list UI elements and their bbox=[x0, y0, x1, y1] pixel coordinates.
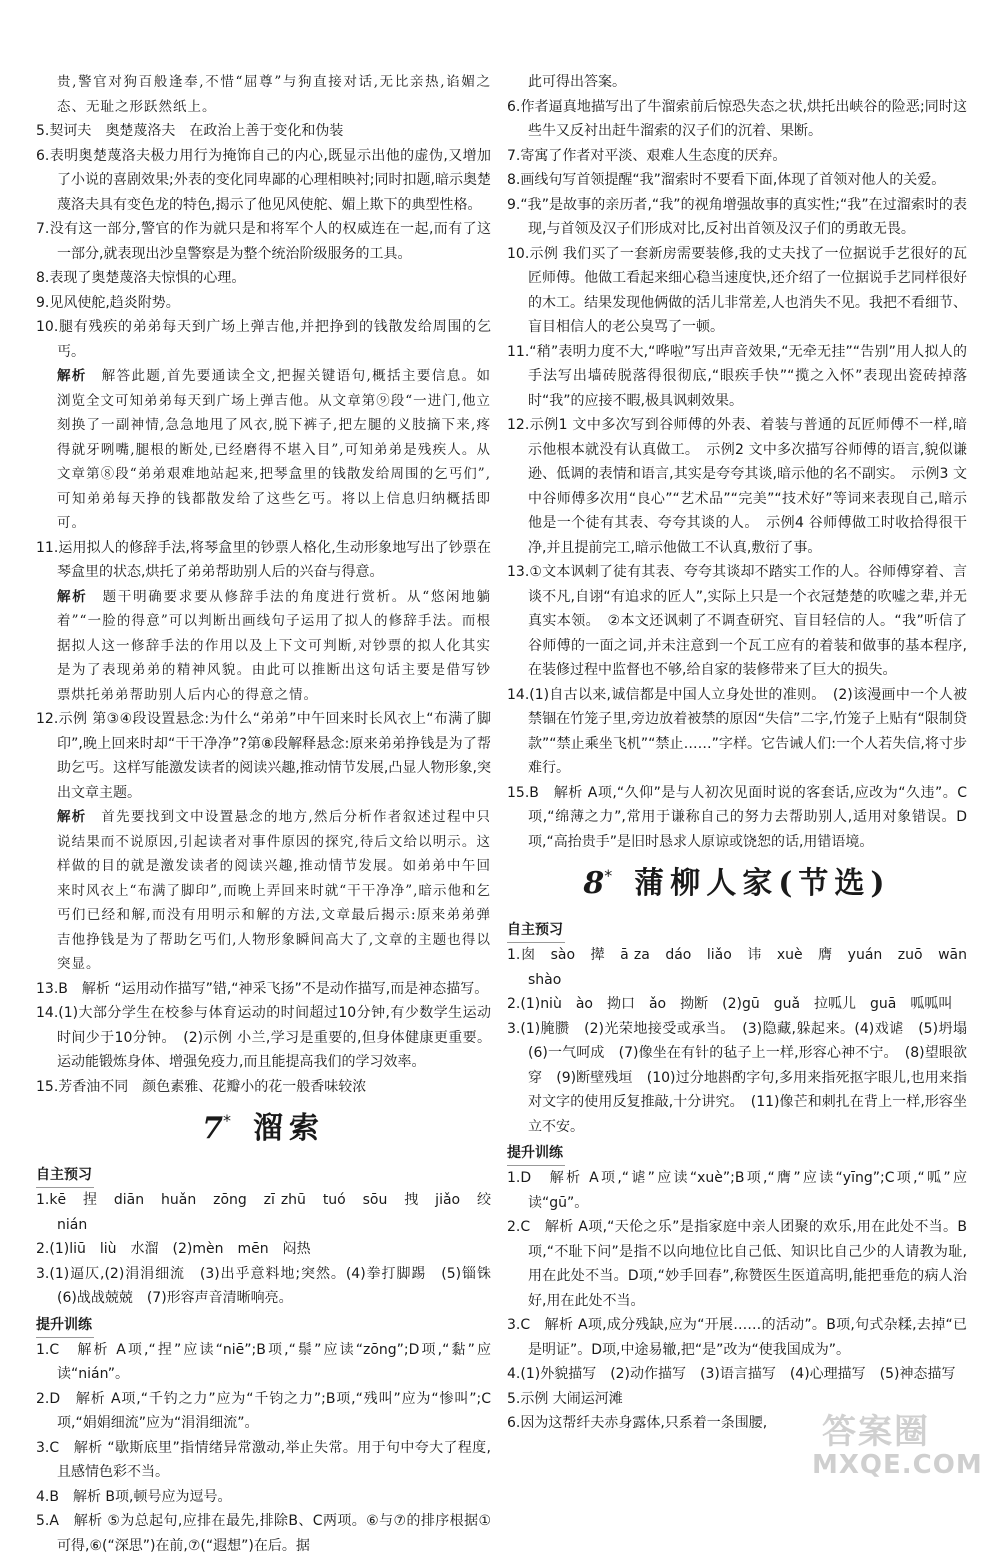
answer-item bbox=[507, 193, 967, 242]
right-column bbox=[507, 70, 967, 1436]
answer-text: 2.C 解析 A项,“天伦之乐”是指家庭中亲人团聚的欢乐,用在此处不当。B项,“不耻下问”是指不以向地位比自己低、知识比自己少的人请教为耻,用在此处不当。D项,“妙手回春”,称赞医生医道高明,能把垂危的病人治好,用在此处不当。 bbox=[507, 1219, 967, 1309]
left-column bbox=[36, 70, 491, 1558]
answer-text: 8.画线句写首领提醒“我”溜索时不要看下面,体现了首领对他人的关爱。 bbox=[507, 172, 945, 188]
answer-text: 1.囱 sào 撵 ā za dáo liǎo 讳 xuè 膺 yuán zuō wān shào bbox=[507, 947, 981, 988]
answer-item bbox=[36, 1075, 491, 1100]
answer-text: 11.“稍”表明力度不大,“哗啦”写出声音效果,“无牵无挂”“告别”用人拟人的手法写出墙砖脱落得很彻底,“眼疾手快”“揽之入怀”表现出瓷砖掉落时“我”的应接不暇,极具讽刺效果。 bbox=[507, 344, 967, 409]
answer-item bbox=[507, 1362, 967, 1387]
answer-item bbox=[507, 683, 967, 781]
answer-item bbox=[507, 560, 967, 683]
answer-text: 3.(1)逼仄,(2)涓涓细流 (3)出乎意料地;突然。(4)拳打脚踢 (5)锱铢 (6)战战兢兢 (7)形容声音清晰响亮。 bbox=[36, 1266, 505, 1307]
answer-text: 13.①文本讽刺了徒有其表、夸夸其谈却不踏实工作的人。谷师傅穿着、言谈不凡,自诩“有追求的匠人”,实际上只是一个衣冠楚楚的吹嘘之辈,并无真实本领。 ②本文还讽刺了不调查研究、盲目轻信的人。“我”听信了谷师傅的一面之词,并未注意到一个瓦工应有的着装和做事的基本程序,在装修过程中监督也不够,给自家的装修带来了巨大的损失。 bbox=[507, 564, 967, 678]
answer-item bbox=[507, 70, 967, 95]
answer-text: 4.(1)外貌描写 (2)动作描写 (3)语言描写 (4)心理描写 (5)神态描写 bbox=[507, 1366, 956, 1382]
section-number: 8 bbox=[583, 866, 604, 901]
answer-text: 2.D 解析 A项,“千钓之力”应为“千钧之力”;B项,“残叫”应为“惨叫”;C项,“娟娟细流”应为“涓涓细流”。 bbox=[36, 1391, 491, 1432]
answer-text: 15.B 解析 A项,“久仰”是与人初次见面时说的客套话,应改为“久违”。C项,“绵薄之力”,常用于谦称自己的努力去帮助别人,适用对象错误。D项,“高抬贵手”是旧时恳求人原谅或饶恕的话,用错语境。 bbox=[507, 785, 967, 850]
answer-item bbox=[36, 977, 491, 1002]
answer-text: 8.表现了奥楚蔑洛夫惊惧的心理。 bbox=[36, 270, 245, 286]
answer-item bbox=[36, 1262, 491, 1311]
answer-item bbox=[36, 1338, 491, 1387]
answer-item bbox=[36, 1509, 491, 1558]
answer-text: 1.C 解析 A项,“捏”应读“niē”;B项,“鬃”应读“zōng”;D项,“黏”应读“nián”。 bbox=[36, 1342, 491, 1383]
answer-item bbox=[507, 1215, 967, 1313]
answer-item bbox=[36, 1436, 491, 1485]
answer-text: 此可得出答案。 bbox=[528, 74, 626, 90]
answer-item bbox=[36, 119, 491, 144]
answer-item bbox=[507, 168, 967, 193]
answer-item bbox=[36, 1237, 491, 1262]
section-star: * bbox=[223, 1111, 231, 1130]
answer-item bbox=[36, 1188, 491, 1237]
answer-text: 12.示例 第③④段设置悬念:为什么“弟弟”中午回来时长风衣上“布满了脚印”,晚上回来时却“干干净净”?第⑧段解释悬念:原来弟弟挣钱是为了帮助乞丐。这样写能激发读者的阅读兴趣,推动情节发展,凸显人物形象,突出文章主题。 bbox=[36, 711, 491, 801]
watermark-logo bbox=[812, 1404, 990, 1484]
answer-text: 10.腿有残疾的弟弟每天到广场上弹吉他,并把挣到的钱散发给周围的乞丐。 bbox=[36, 319, 491, 360]
answer-item bbox=[507, 1313, 967, 1362]
answer-item bbox=[36, 1387, 491, 1436]
section-7-preview bbox=[36, 1188, 491, 1311]
answer-item bbox=[36, 536, 491, 585]
answer-item bbox=[36, 1485, 491, 1510]
answer-item bbox=[36, 1001, 491, 1075]
section-star: * bbox=[604, 866, 612, 885]
answer-item bbox=[36, 144, 491, 218]
answer-item bbox=[36, 217, 491, 266]
answer-text: 6.表明奥楚蔑洛夫极力用行为掩饰自己的内心,既显示出他的虚伪,又增加了小说的喜剧效果;外表的变化同卑鄙的心理相映衬;同时扣题,暗示奥楚蔑洛夫具有变色龙的特色,揭示了他见风使舵、媚上欺下的典型性格。 bbox=[36, 148, 491, 213]
answer-text: 15.芳香油不同 颜色素雅、花瓣小的花一般香味较浓 bbox=[36, 1079, 366, 1095]
answer-item bbox=[36, 291, 491, 316]
answer-text: 5.A 解析 ⑤为总起句,应排在最先,排除B、C两项。⑥与⑦的排序根据①可得,⑥(“深思”)在前,⑦(“遐想”)在后。据 bbox=[36, 1513, 491, 1554]
section-7-title bbox=[36, 1107, 491, 1151]
watermark-text: 答案圈 bbox=[822, 1404, 930, 1453]
right-answers bbox=[507, 70, 967, 854]
analysis-paragraph bbox=[36, 585, 491, 708]
answer-text: 贵,警官对狗百般逢奉,不惜“屈尊”与狗直接对话,无比亲热,谄媚之态、无耻之形跃然纸上。 bbox=[57, 74, 491, 115]
answer-item bbox=[36, 707, 491, 805]
answer-item bbox=[507, 781, 967, 855]
section-name: 蒲柳人家(节选) bbox=[634, 866, 890, 901]
answer-text: 9.“我”是故事的亲历者,“我”的视角增强故事的真实性;“我”在过溜索时的表现,与首领及汉子们形成对比,反衬出首领及汉子们的勇敢无畏。 bbox=[507, 197, 967, 238]
answer-text: 2.(1)liū liù 水溜 (2)mèn mēn 闷热 bbox=[36, 1241, 311, 1257]
answer-item bbox=[507, 413, 967, 560]
answer-text: 1.D 解析 A项,“谑”应读“xuè”;B项,“膺”应读“yīng”;C项,“呱”应读“gū”。 bbox=[507, 1170, 967, 1211]
answer-text: 3.C 解析 “歇斯底里”指情绪异常激动,举止失常。用于句中夸大了程度,且感情色彩不当。 bbox=[36, 1440, 491, 1481]
answer-item bbox=[507, 242, 967, 340]
answer-text: 14.(1)大部分学生在校参与体育运动的时间超过10分钟,有少数学生运动时间少于10分钟。 (2)示例 小兰,学习是重要的,但身体健康更重要。运动能锻炼身体、增强免疫力,而且能提高我们的学习效率。 bbox=[36, 1005, 491, 1070]
answer-item bbox=[507, 340, 967, 414]
watermark-url: MXQE.COM bbox=[812, 1450, 983, 1480]
answer-item bbox=[507, 144, 967, 169]
preview-heading: 自主预习 bbox=[507, 918, 565, 943]
section-8-practice bbox=[507, 1166, 967, 1436]
practice-heading: 提升训练 bbox=[36, 1313, 94, 1338]
answer-text: 5.契诃夫 奥楚蔑洛夫 在政治上善于变化和伪装 bbox=[36, 123, 343, 139]
answer-text: 9.见风使舵,趋炎附势。 bbox=[36, 295, 180, 311]
answer-text: 4.B 解析 B项,顿号应为逗号。 bbox=[36, 1489, 231, 1505]
answer-text: 6.因为这帮纤夫赤身露体,只系着一条围腰, bbox=[507, 1415, 767, 1431]
answer-item bbox=[507, 992, 967, 1017]
answer-item bbox=[507, 1166, 967, 1215]
answer-text: 1.kē 捏 diān huǎn zōng zī zhū tuó sōu 拽 jiǎo 绞 nián bbox=[36, 1192, 505, 1233]
answer-text: 5.示例 大闹运河滩 bbox=[507, 1391, 623, 1407]
answer-text: 题干明确要求要从修辞手法的角度进行赏析。从“悠闲地躺着”“一脸的得意”可以判断出画线句子运用了拟人的修辞手法。而根据拟人这一修辞手法的作用以及上下文可判断,对钞票的拟人化其实是为了表现弟弟的精神风貌。由此可以推断出这句话主要是借写钞票烘托弟弟帮助别人后内心的得意之情。 bbox=[57, 589, 491, 703]
analysis-tag: 解析 bbox=[57, 589, 87, 605]
answer-item bbox=[507, 95, 967, 144]
answer-item bbox=[36, 70, 491, 119]
section-7-practice bbox=[36, 1338, 491, 1558]
answer-text: 13.B 解析 “运用动作描写”错,“神采飞扬”不是动作描写,而是神态描写。 bbox=[36, 981, 488, 997]
section-8-preview bbox=[507, 943, 967, 1139]
answer-item bbox=[507, 1017, 967, 1140]
answer-text: 3.(1)腌臜 (2)光荣地接受或承当。 (3)隐藏,躲起来。(4)戏谑 (5)坍塌 (6)一气呵成 (7)像坐在有针的毡子上一样,形容心神不宁。 (8)望眼欲穿 (9)断壁残垣 (10)过分地斟酌字句,多用来指死抠字眼儿,也用来指对文字的使用反复推敲,十分讲究。 (11)像芒和刺扎在背上一样,形容坐立不安。 bbox=[507, 1021, 981, 1135]
answer-text: 解答此题,首先要通读全文,把握关键语句,概括主要信息。如浏览全文可知弟弟每天到广场上弹吉他。从文章第⑨段“一进门,他立刻换了一副神情,急急地甩了风衣,脱下裤子,把左腿的义肢摘下来,疼得就牙咧嘴,腿根的断处,已经磨得不堪入目”,可知弟弟是残疾人。从文章第⑧段“弟弟艰难地站起来,把琴盒里的钱散发给周围的乞丐们”,可知弟弟每天挣的钱都散发给了这些乞丐。将以上信息归纳概括即可。 bbox=[57, 368, 491, 531]
answer-text: 6.作者逼真地描写出了牛溜索前后惊恐失态之状,烘托出峡谷的险恶;同时这些牛又反衬出赶牛溜索的汉子们的沉着、果断。 bbox=[507, 99, 967, 140]
analysis-tag: 解析 bbox=[57, 809, 87, 825]
answer-text: 首先要找到文中设置悬念的地方,然后分析作者叙述过程中只说结果而不说原因,引起读者对事件原因的探究,待后文给以明示。这样做的目的就是激发读者的阅读兴趣,推动情节发展。如弟弟中午回来时风衣上“布满了脚印”,而晚上弄回来时就“干干净净”,暗示他和乞丐们已经和解,而没有用明示和解的方法,文章最后揭示:原来弟弟弹吉他挣钱是为了帮助乞丐们,人物形象瞬间高大了,文章的主题也得以突显。 bbox=[57, 809, 491, 972]
answer-text: 2.(1)niù ào 拗口 ǎo 拗断 (2)gū guǎ 拉呱儿 guā 呱呱叫 bbox=[507, 996, 952, 1012]
answer-text: 11.运用拟人的修辞手法,将琴盒里的钞票人格化,生动形象地写出了钞票在琴盒里的状态,烘托了弟弟帮助别人后的兴奋与得意。 bbox=[36, 540, 491, 581]
left-answers bbox=[36, 70, 491, 1099]
preview-heading: 自主预习 bbox=[36, 1163, 94, 1188]
answer-item bbox=[507, 943, 967, 992]
answer-item bbox=[36, 315, 491, 364]
answer-text: 3.C 解析 A项,成分残缺,应为“开展……的活动”。B项,句式杂糅,去掉“已是明证”。D项,中途易辙,把“是”改为“使我国成为”。 bbox=[507, 1317, 967, 1358]
section-8-title bbox=[507, 862, 967, 906]
answer-text: 7.寄寓了作者对平淡、艰难人生态度的厌弃。 bbox=[507, 148, 786, 164]
analysis-paragraph bbox=[36, 805, 491, 977]
answer-text: 10.示例 我们买了一套新房需要装修,我的丈夫找了一位据说手艺很好的瓦匠师傅。他做工看起来细心稳当速度快,还介绍了一位据说手艺同样很好的木工。结果发现他俩做的活儿非常差,人也消失不见。我把不看细节、盲目相信人的老公臭骂了一顿。 bbox=[507, 246, 967, 336]
answer-text: 7.没有这一部分,警官的作为就只是和将军个人的权威连在一起,而有了这一部分,就表现出沙皇警察是为整个统治阶级服务的工具。 bbox=[36, 221, 491, 262]
answer-text: 12.示例1 文中多次写到谷师傅的外表、着装与普通的瓦匠师傅不一样,暗示他根本就没有认真做工。 示例2 文中多次描写谷师傅的语言,貌似谦逊、低调的表情和语言,其实是夸夸其谈,暗示他的名不副实。 示例3 文中谷师傅多次用“良心”“艺术品”“完美”“技术好”等词来表现自己,暗示他是一个徒有其表、夸夸其谈的人。 示例4 谷师傅做工时收拾得很干净,并且提前完工,暗示他做工不认真,敷衍了事。 bbox=[507, 417, 967, 556]
answer-item bbox=[36, 266, 491, 291]
analysis-tag: 解析 bbox=[57, 368, 87, 384]
answer-text: 14.(1)自古以来,诚信都是中国人立身处世的准则。 (2)该漫画中一个人被禁锢在竹笼子里,旁边放着被禁的原因“失信”二字,竹笼子上贴有“限制贷款”“禁止乘坐飞机”“禁止……”字样。它告诫人们:一个人若失信,将寸步难行。 bbox=[507, 687, 967, 777]
analysis-paragraph bbox=[36, 364, 491, 536]
practice-heading: 提升训练 bbox=[507, 1141, 565, 1166]
section-number: 7 bbox=[202, 1111, 223, 1146]
section-name: 溜索 bbox=[253, 1111, 325, 1146]
